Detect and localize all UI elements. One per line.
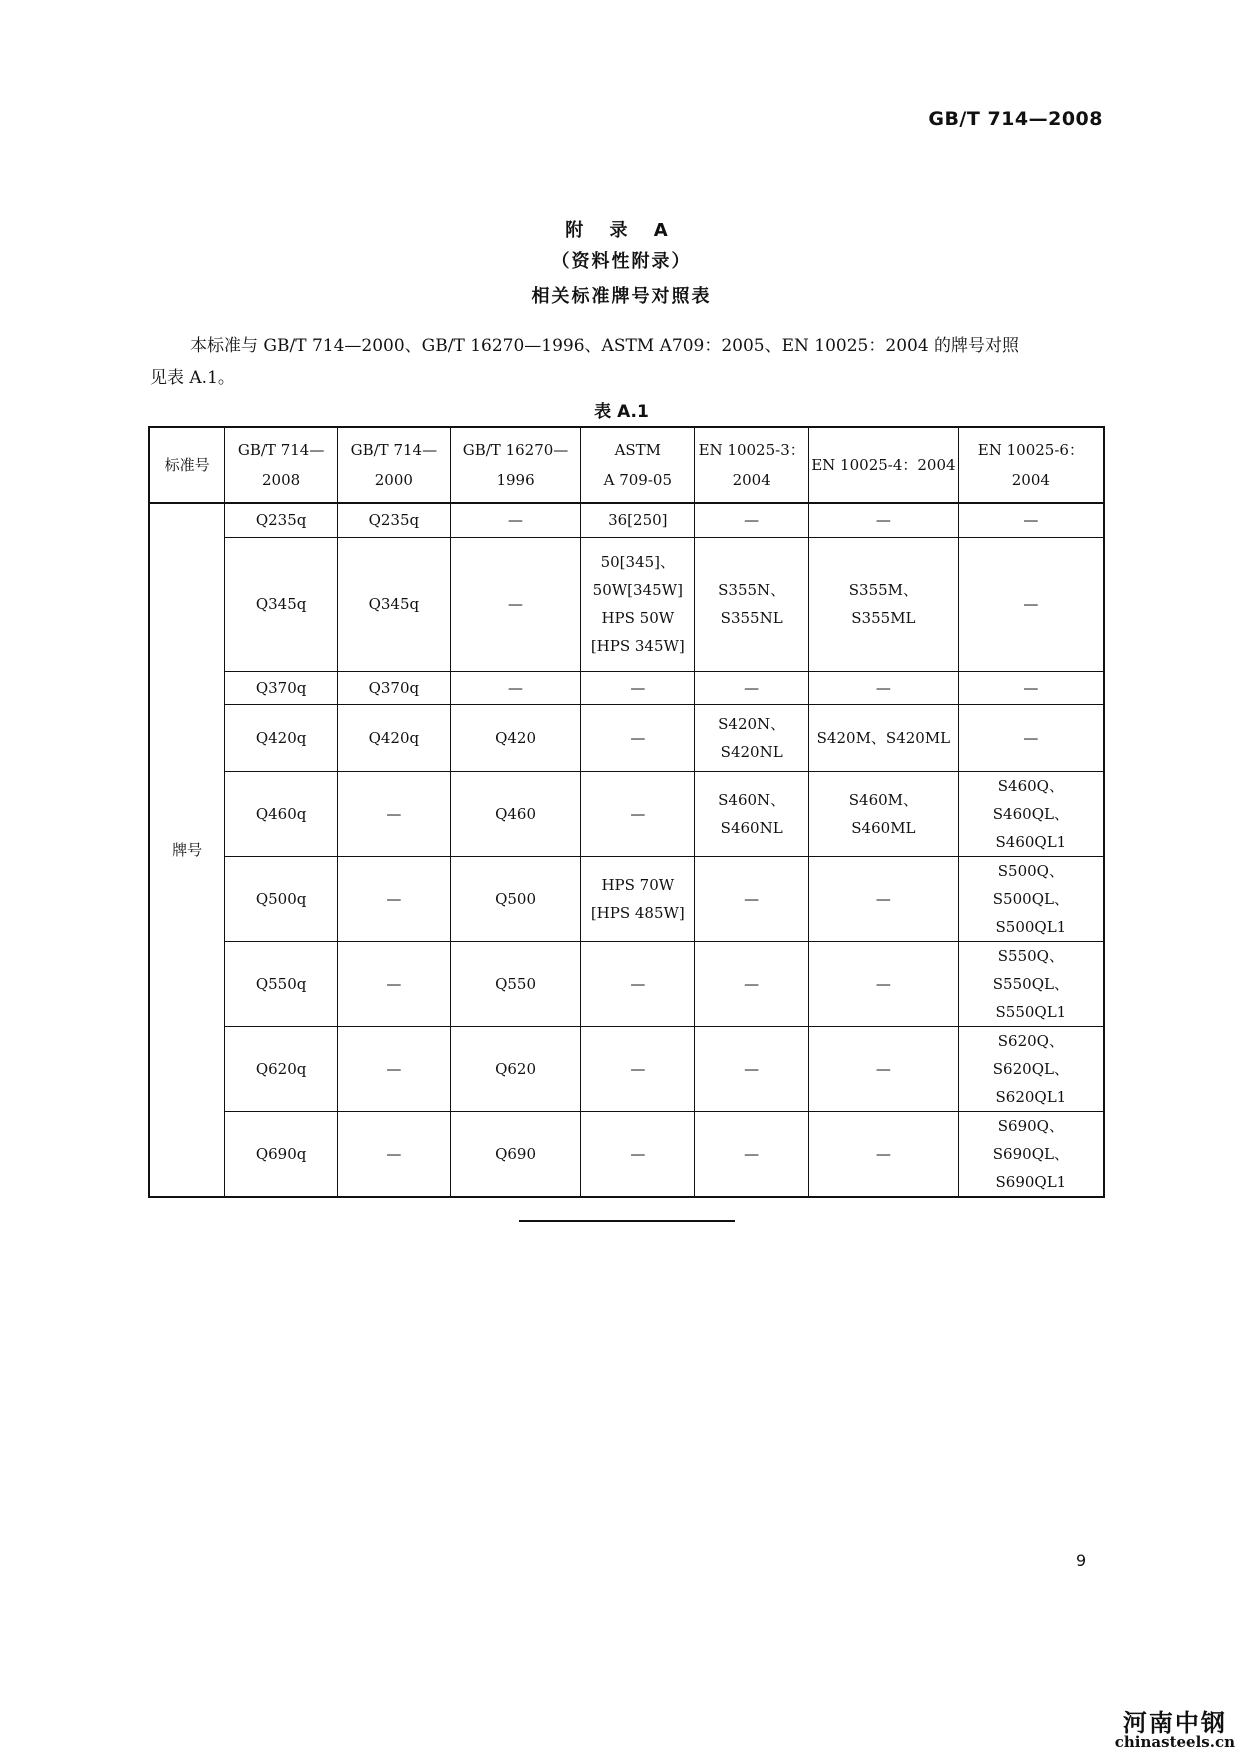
cell-line: Q500 <box>495 889 536 908</box>
column-header-line: 2008 <box>262 471 301 489</box>
cell-line: — <box>875 678 891 697</box>
table-cell <box>225 503 338 537</box>
table-cell <box>337 671 450 704</box>
cell-line: — <box>1023 595 1039 613</box>
cell-line: Q420 <box>495 728 536 747</box>
table-cell <box>450 537 581 671</box>
table-cell <box>809 1111 959 1197</box>
cell-line: S500Q、S500QL、 <box>992 861 1069 908</box>
table-cell <box>695 704 809 771</box>
table-row <box>149 771 1104 856</box>
table-cell <box>695 771 809 856</box>
column-header-6 <box>809 427 959 503</box>
table-row <box>149 856 1104 941</box>
cell-line: Q235q <box>368 511 420 530</box>
cell-line: Q345q <box>255 595 307 613</box>
cell-line: — <box>875 889 891 908</box>
column-header-line: GB/T 714— <box>350 441 438 459</box>
table-cell <box>581 537 695 671</box>
cell-line: HPS 70W <box>601 875 675 894</box>
cell-line: 50W[345W] <box>592 581 683 599</box>
cell-line: — <box>386 804 402 823</box>
cell-line: — <box>744 889 760 908</box>
column-header-line: 2004 <box>732 471 771 489</box>
cell-line: Q550q <box>255 974 307 993</box>
cell-line: — <box>508 511 524 530</box>
column-header-line: EN 10025-4：2004 <box>811 456 956 474</box>
column-header-line: GB/T 714— <box>237 441 325 459</box>
table-cell <box>809 941 959 1026</box>
table-cell <box>958 537 1104 671</box>
column-header-line: 1996 <box>496 471 535 489</box>
table-cell <box>958 771 1104 856</box>
cell-line: Q345q <box>368 595 420 613</box>
table-cell <box>809 503 959 537</box>
table-cell <box>337 537 450 671</box>
table-cell <box>581 704 695 771</box>
column-header-line: ASTM <box>614 441 662 459</box>
table-cell <box>450 704 581 771</box>
row-group-header: 牌号 <box>149 503 225 1197</box>
column-header-line: EN 10025-6：2004 <box>977 441 1084 489</box>
table-cell <box>809 537 959 671</box>
column-header-3 <box>450 427 581 503</box>
grade-comparison-table <box>148 426 1105 1198</box>
cell-line: S420N、 <box>718 714 786 733</box>
watermark-cn: 河南中钢 <box>1122 1709 1227 1737</box>
appendix-title: 附 录 A <box>565 220 678 241</box>
cell-line: Q460q <box>255 804 307 823</box>
table-cell <box>337 941 450 1026</box>
table-cell <box>958 704 1104 771</box>
cell-line: — <box>875 1144 891 1163</box>
cell-line: Q620 <box>495 1059 536 1078</box>
table-row <box>149 1026 1104 1111</box>
table-cell <box>809 771 959 856</box>
appendix-heading: 相关标准牌号对照表 <box>531 286 712 307</box>
table-cell <box>695 941 809 1026</box>
column-header-1 <box>225 427 338 503</box>
column-header-5 <box>695 427 809 503</box>
cell-line: — <box>744 974 760 993</box>
table-cell <box>809 671 959 704</box>
cell-line: 50[345]、 <box>600 553 676 571</box>
cell-line: — <box>386 974 402 993</box>
table-cell <box>581 856 695 941</box>
cell-line: — <box>630 1059 646 1078</box>
column-header-line: A 709-05 <box>603 471 672 489</box>
standard-number: GB/T 714—2008 <box>928 108 1103 130</box>
cell-line: S500QL1 <box>995 917 1067 936</box>
intro-paragraph <box>150 330 1105 394</box>
cell-line: Q550 <box>495 974 536 993</box>
cell-line: — <box>744 511 760 530</box>
cell-line: S355NL <box>720 609 783 627</box>
cell-line: — <box>386 1144 402 1163</box>
table-cell <box>450 503 581 537</box>
column-header-line: GB/T 16270— <box>462 441 569 459</box>
cell-line: Q690q <box>255 1144 307 1163</box>
table-cell <box>958 1111 1104 1197</box>
corner-header-cell: 标准号 <box>149 427 225 503</box>
cell-line: Q370q <box>255 678 307 697</box>
cell-line: S355ML <box>851 609 916 627</box>
cell-line: Q460 <box>495 804 536 823</box>
cell-line: — <box>744 1144 760 1163</box>
cell-line: — <box>630 1144 646 1163</box>
intro-line-2: 见表 A.1。 <box>150 368 235 388</box>
cell-line: Q500q <box>255 889 307 908</box>
intro-line-1: 本标准与 GB/T 714—2000、GB/T 16270—1996、ASTM A709：2005、EN 10025：2004 的牌号对照 <box>190 336 1020 356</box>
table-cell <box>958 503 1104 537</box>
table-cell <box>225 537 338 671</box>
column-header-line: 2000 <box>374 471 413 489</box>
table-row <box>149 503 1104 537</box>
column-header-4 <box>581 427 695 503</box>
cell-line: — <box>1023 511 1039 530</box>
cell-line: S620QL1 <box>995 1087 1067 1106</box>
table-caption: 表 A.1 <box>594 402 649 422</box>
cell-line: — <box>875 974 891 993</box>
table-cell <box>695 671 809 704</box>
watermark-logo <box>1115 1711 1235 1750</box>
cell-line: S460M、 <box>848 790 919 809</box>
cell-line: — <box>630 678 646 697</box>
table-cell <box>581 1111 695 1197</box>
table-cell <box>337 704 450 771</box>
cell-line: — <box>744 678 760 697</box>
cell-line: S420M、S420ML <box>816 728 951 747</box>
table-cell <box>225 941 338 1026</box>
cell-line: S690Q、S690QL、 <box>992 1116 1069 1163</box>
cell-line: S460ML <box>851 818 916 837</box>
cell-line: — <box>1023 728 1039 747</box>
table-cell <box>337 1026 450 1111</box>
cell-line: S460Q、S460QL、 <box>992 776 1069 823</box>
cell-line: S550Q、S550QL、 <box>992 946 1069 993</box>
table-cell <box>450 1026 581 1111</box>
table-cell <box>581 771 695 856</box>
cell-line: Q620q <box>255 1059 307 1078</box>
cell-line: — <box>1023 678 1039 697</box>
table-cell <box>958 941 1104 1026</box>
table-cell <box>809 1026 959 1111</box>
table-body <box>149 503 1104 1197</box>
cell-line: 36[250] <box>608 511 668 530</box>
table-cell <box>337 1111 450 1197</box>
table-cell <box>450 856 581 941</box>
cell-line: S690QL1 <box>995 1172 1067 1191</box>
cell-line: — <box>508 678 524 697</box>
table-cell <box>695 537 809 671</box>
table-row <box>149 704 1104 771</box>
table-cell <box>958 671 1104 704</box>
cell-line: [HPS 485W] <box>590 903 685 922</box>
cell-line: Q420q <box>255 728 307 747</box>
cell-line: — <box>875 511 891 530</box>
cell-line: S420NL <box>720 742 783 761</box>
appendix-subtitle: （资料性附录） <box>551 251 692 272</box>
table-row <box>149 671 1104 704</box>
table-cell <box>958 856 1104 941</box>
cell-line: Q690 <box>495 1144 536 1163</box>
table-cell <box>695 1026 809 1111</box>
table-cell <box>225 704 338 771</box>
table-cell <box>958 1026 1104 1111</box>
cell-line: S460NL <box>720 818 783 837</box>
page-number: 9 <box>1076 1551 1087 1570</box>
table-header-row <box>149 427 1104 503</box>
cell-line: S550QL1 <box>995 1002 1067 1021</box>
cell-line: HPS 50W <box>601 609 675 627</box>
table-row <box>149 1111 1104 1197</box>
cell-line: S460QL1 <box>995 832 1067 851</box>
table-cell <box>695 1111 809 1197</box>
table-cell <box>581 503 695 537</box>
table-cell <box>450 671 581 704</box>
column-header-2 <box>337 427 450 503</box>
cell-line: — <box>386 889 402 908</box>
cell-line: — <box>744 1059 760 1078</box>
cell-line: Q370q <box>368 678 420 697</box>
table-cell <box>809 704 959 771</box>
table-cell <box>337 856 450 941</box>
cell-line: S460N、 <box>718 790 786 809</box>
table-cell <box>581 1026 695 1111</box>
table-cell <box>225 771 338 856</box>
cell-line: [HPS 345W] <box>590 637 685 655</box>
table-cell <box>695 856 809 941</box>
cell-line: — <box>508 595 524 613</box>
cell-line: — <box>630 974 646 993</box>
column-header-line: EN 10025-3： <box>698 441 805 459</box>
table-row <box>149 537 1104 671</box>
table-cell <box>450 771 581 856</box>
table-cell <box>581 671 695 704</box>
table-cell <box>337 503 450 537</box>
table-cell <box>225 856 338 941</box>
table-cell <box>450 941 581 1026</box>
cell-line: S355M、 <box>848 581 919 599</box>
table-cell <box>337 771 450 856</box>
column-header-7 <box>958 427 1104 503</box>
table-cell <box>225 1026 338 1111</box>
cell-line: — <box>630 728 646 747</box>
table-cell <box>809 856 959 941</box>
end-rule <box>519 1220 735 1222</box>
table-cell <box>225 1111 338 1197</box>
table-cell <box>450 1111 581 1197</box>
table-row <box>149 941 1104 1026</box>
table-cell <box>695 503 809 537</box>
table-cell <box>581 941 695 1026</box>
cell-line: — <box>386 1059 402 1078</box>
cell-line: — <box>875 1059 891 1078</box>
table-cell <box>225 671 338 704</box>
cell-line: — <box>630 804 646 823</box>
watermark-en: chinasteels.cn <box>1114 1733 1235 1751</box>
cell-line: S620Q、S620QL、 <box>992 1031 1069 1078</box>
cell-line: Q420q <box>368 728 420 747</box>
cell-line: Q235q <box>255 511 307 530</box>
cell-line: S355N、 <box>718 581 786 599</box>
